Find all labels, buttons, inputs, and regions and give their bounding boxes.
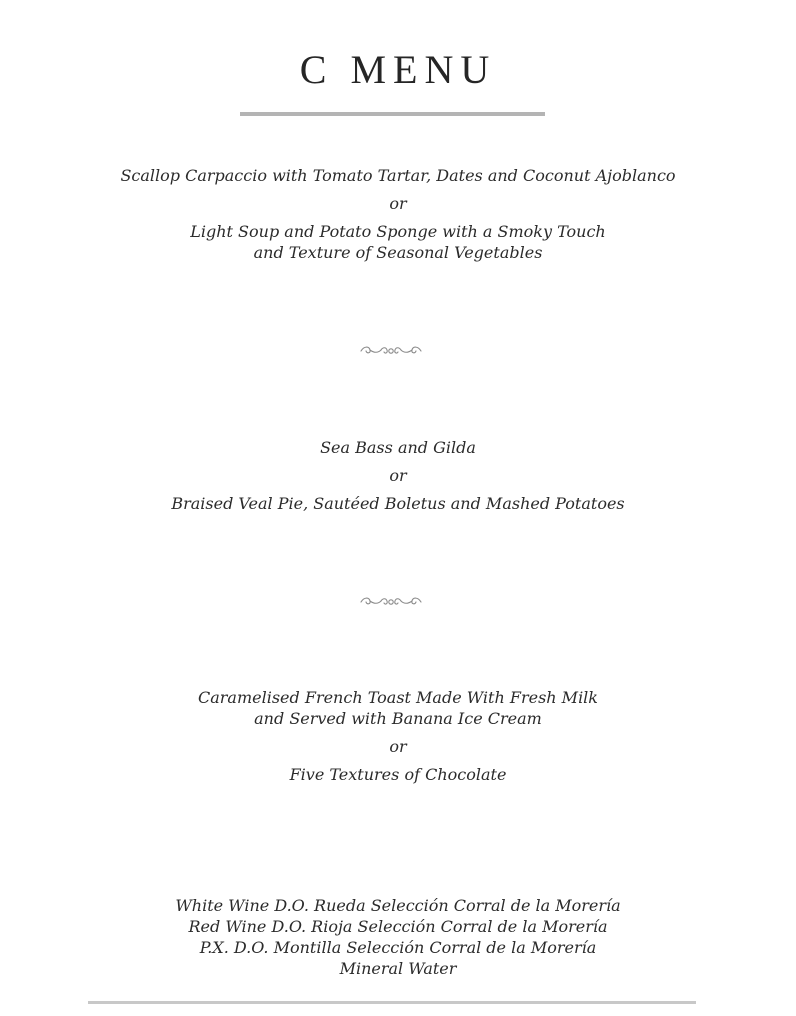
- drink-item: Red Wine D.O. Rioja Selección Corral de la Morería: [188, 917, 608, 936]
- starter-option-2-line-1: Light Soup and Potato Sponge with a Smoky Touch: [190, 222, 606, 241]
- title-divider: [240, 112, 545, 116]
- starter-option-2-line-2: and Texture of Seasonal Vegetables: [253, 243, 543, 262]
- mains-section: [0, 437, 796, 514]
- bottom-divider: [88, 1001, 696, 1004]
- starter-option-1: Scallop Carpaccio with Tomato Tartar, Dates and Coconut Ajoblanco: [120, 166, 676, 185]
- flourish-ornament-icon: [358, 344, 424, 358]
- main-or-label: or: [389, 466, 407, 485]
- dessert-or-label: or: [389, 737, 407, 756]
- menu-title: C MENU: [299, 47, 497, 92]
- drinks-section: [0, 895, 796, 979]
- starters-section: [0, 165, 796, 263]
- drink-item: P.X. D.O. Montilla Selección Corral de la Morería: [199, 938, 597, 957]
- main-option-1: Sea Bass and Gilda: [320, 438, 476, 457]
- main-option-2: Braised Veal Pie, Sautéed Boletus and Mashed Potatoes: [171, 494, 625, 513]
- drink-item: Mineral Water: [339, 959, 457, 978]
- dessert-option-1-line-2: and Served with Banana Ice Cream: [254, 709, 542, 728]
- flourish-ornament-icon: [358, 595, 424, 609]
- drink-item: White Wine D.O. Rueda Selección Corral de la Morería: [175, 896, 621, 915]
- starter-or-label: or: [389, 194, 407, 213]
- desserts-section: [0, 687, 796, 785]
- dessert-option-1-line-1: Caramelised French Toast Made With Fresh Milk: [197, 688, 598, 707]
- dessert-option-2: Five Textures of Chocolate: [289, 765, 507, 784]
